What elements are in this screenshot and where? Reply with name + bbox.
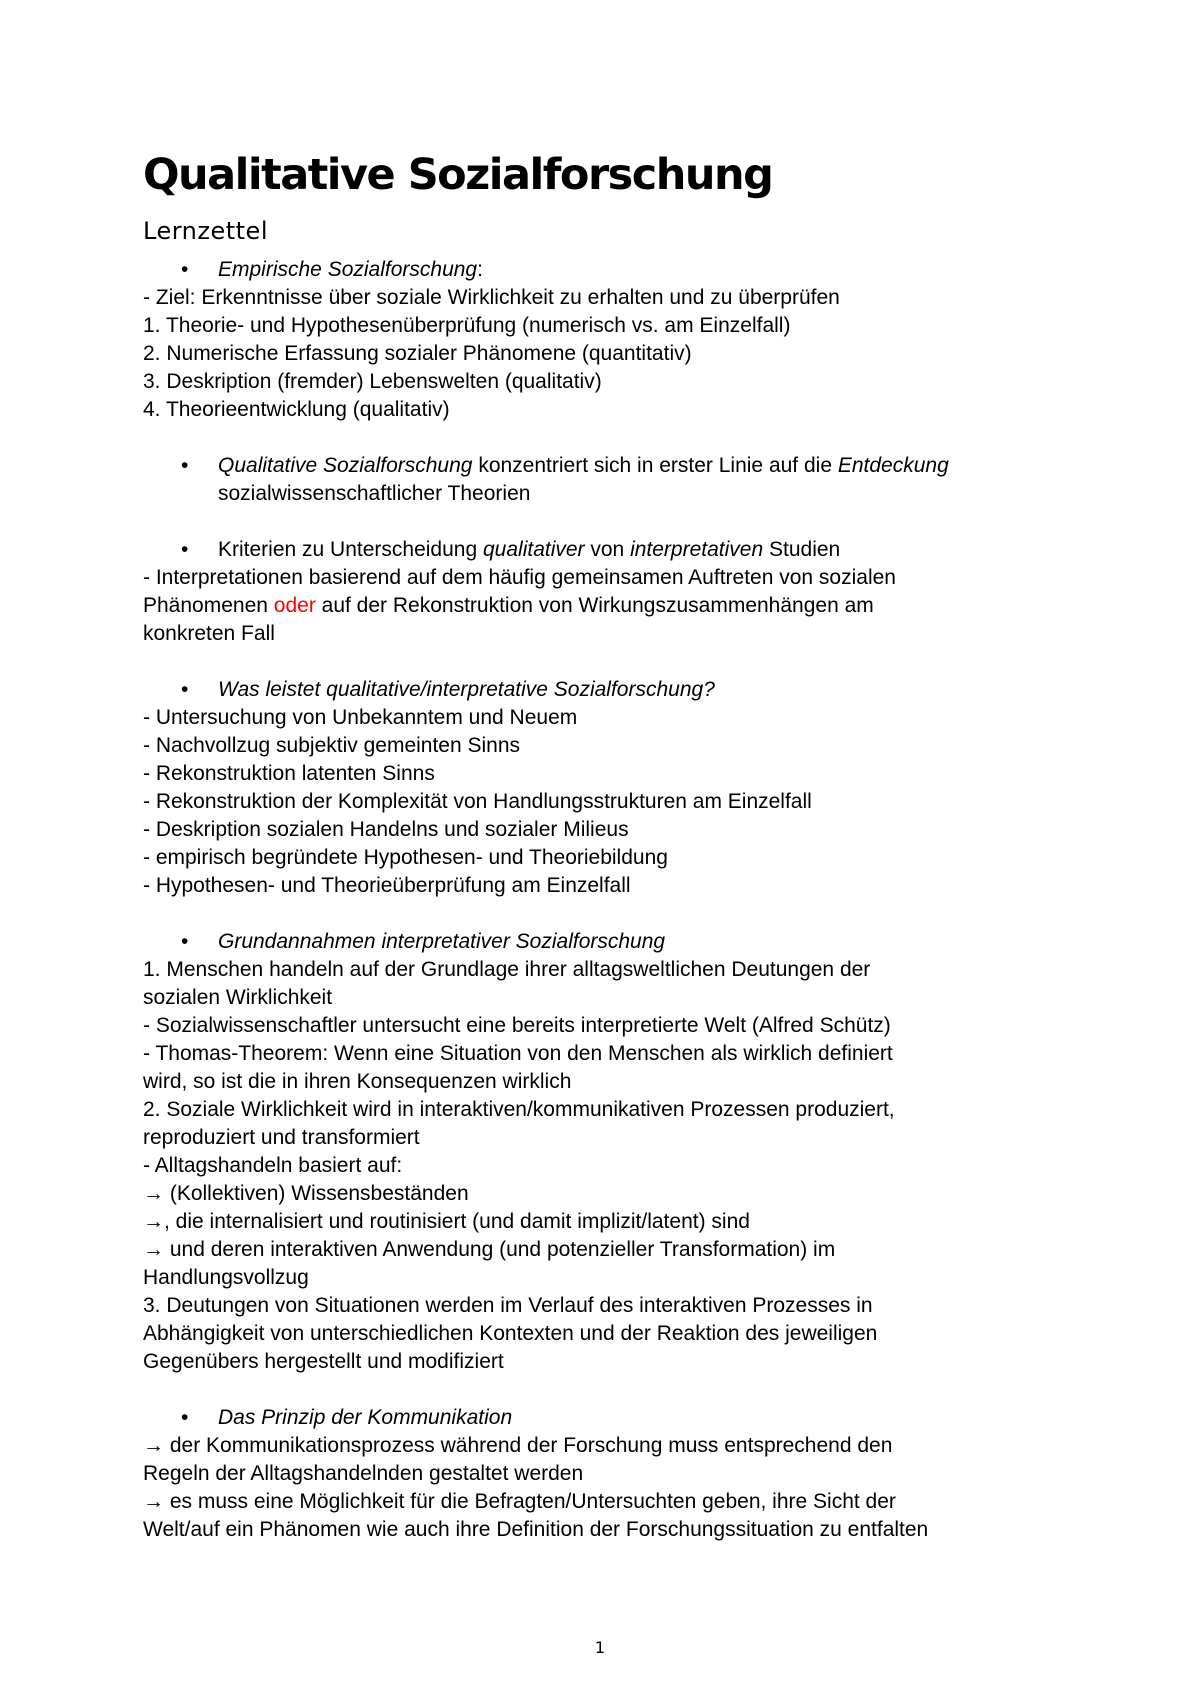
arrow-right-icon: → <box>143 1182 164 1205</box>
text-line: → (Kollektiven) Wissensbeständen <box>143 1182 469 1205</box>
document-title: Qualitative Sozialforschung <box>143 150 773 200</box>
arrow-right-icon: → <box>143 1490 164 1513</box>
text-line: Phänomenen oder auf der Rekonstruktion von Wirkungszusammenhängen am <box>143 594 874 617</box>
text-line: - Alltagshandeln basiert auf: <box>143 1154 403 1177</box>
text-line: Welt/auf ein Phänomen wie auch ihre Definition der Forschungssituation zu entfalten <box>143 1518 929 1541</box>
text-line: - Nachvollzug subjektiv gemeinten Sinns <box>143 734 521 757</box>
bullet-dot-icon: • <box>181 930 189 953</box>
text-line: - empirisch begründete Hypothesen- und Theoriebildung <box>143 846 668 869</box>
bullet-dot-icon: • <box>181 258 189 281</box>
text-line: - Untersuchung von Unbekanntem und Neuem <box>143 706 578 729</box>
text-line: - Interpretationen basierend auf dem häufig gemeinsamen Auftreten von sozialen <box>143 566 896 589</box>
arrow-right-icon: → <box>143 1238 164 1261</box>
text-line: 2. Soziale Wirklichkeit wird in interaktiven/kommunikativen Prozessen produziert, <box>143 1098 895 1121</box>
text-line: sozialen Wirklichkeit <box>143 986 333 1009</box>
text-line: → der Kommunikationsprozess während der Forschung muss entsprechend den <box>143 1434 893 1457</box>
page-number: 1 <box>594 1638 606 1657</box>
text-line: 1. Theorie- und Hypothesenüberprüfung (numerisch vs. am Einzelfall) <box>143 314 791 337</box>
bullet-empirische-sozialforschung: • Empirische Sozialforschung: <box>143 256 1073 284</box>
text-line: →, die internalisiert und routinisiert (und damit implizit/latent) sind <box>143 1210 750 1233</box>
text-line: - Hypothesen- und Theorieüberprüfung am Einzelfall <box>143 874 631 897</box>
text-line: 3. Deutungen von Situationen werden im Verlauf des interaktiven Prozesses in <box>143 1294 873 1317</box>
document-body <box>143 150 1073 1544</box>
bullet-was-leistet: • Was leistet qualitative/interpretative Sozialforschung? <box>143 676 1073 704</box>
text-line: - Thomas-Theorem: Wenn eine Situation von den Menschen als wirklich definiert <box>143 1042 893 1065</box>
text-line: Abhängigkeit von unterschiedlichen Kontexten und der Reaktion des jeweiligen <box>143 1322 878 1345</box>
highlighted-word: oder <box>273 594 316 617</box>
document-subtitle: Lernzettel <box>143 217 268 245</box>
text-line: - Sozialwissenschaftler untersucht eine bereits interpretierte Welt (Alfred Schütz) <box>143 1014 891 1037</box>
text-line: 4. Theorieentwicklung (qualitativ) <box>143 398 450 421</box>
bullet-dot-icon: • <box>181 454 189 477</box>
arrow-right-icon: → <box>143 1434 164 1457</box>
bullet-dot-icon: • <box>181 1406 189 1429</box>
text-line: 2. Numerische Erfassung sozialer Phänomene (quantitativ) <box>143 342 692 365</box>
text-line: Regeln der Alltagshandelnden gestaltet werden <box>143 1462 584 1485</box>
text-line: reproduziert und transformiert <box>143 1126 420 1149</box>
text-line: 3. Deskription (fremder) Lebenswelten (qualitativ) <box>143 370 602 393</box>
text-line: konkreten Fall <box>143 622 275 645</box>
text-line: Handlungsvollzug <box>143 1266 309 1289</box>
bullet-qualitative-sozialforschung: • Qualitative Sozialforschung konzentriert sich in erster Linie auf die Entdeckung <box>143 452 1073 480</box>
text-line: → und deren interaktiven Anwendung (und potenzieller Transformation) im <box>143 1238 836 1261</box>
bullet-kriterien: • Kriterien zu Unterscheidung qualitativer von interpretativen Studien <box>143 536 1073 564</box>
bullet-prinzip-kommunikation: • Das Prinzip der Kommunikation <box>143 1404 1073 1432</box>
text-line: 1. Menschen handeln auf der Grundlage ihrer alltagsweltlichen Deutungen der <box>143 958 871 981</box>
bullet-grundannahmen: • Grundannahmen interpretativer Sozialforschung <box>143 928 1073 956</box>
text-line: - Rekonstruktion der Komplexität von Handlungsstrukturen am Einzelfall <box>143 790 812 813</box>
bullet-continuation: sozialwissenschaftlicher Theorien <box>218 482 531 505</box>
text-line: - Deskription sozialen Handelns und sozialer Milieus <box>143 818 629 841</box>
text-line: - Ziel: Erkenntnisse über soziale Wirklichkeit zu erhalten und zu überprüfen <box>143 286 840 309</box>
bullet-dot-icon: • <box>181 538 189 561</box>
text-line: → es muss eine Möglichkeit für die Befragten/Untersuchten geben, ihre Sicht der <box>143 1490 896 1513</box>
arrow-right-icon: → <box>143 1210 164 1233</box>
text-line: wird, so ist die in ihren Konsequenzen wirklich <box>143 1070 572 1093</box>
bullet-dot-icon: • <box>181 678 189 701</box>
text-line: Gegenübers hergestellt und modifiziert <box>143 1350 504 1373</box>
text-line: - Rekonstruktion latenten Sinns <box>143 762 435 785</box>
